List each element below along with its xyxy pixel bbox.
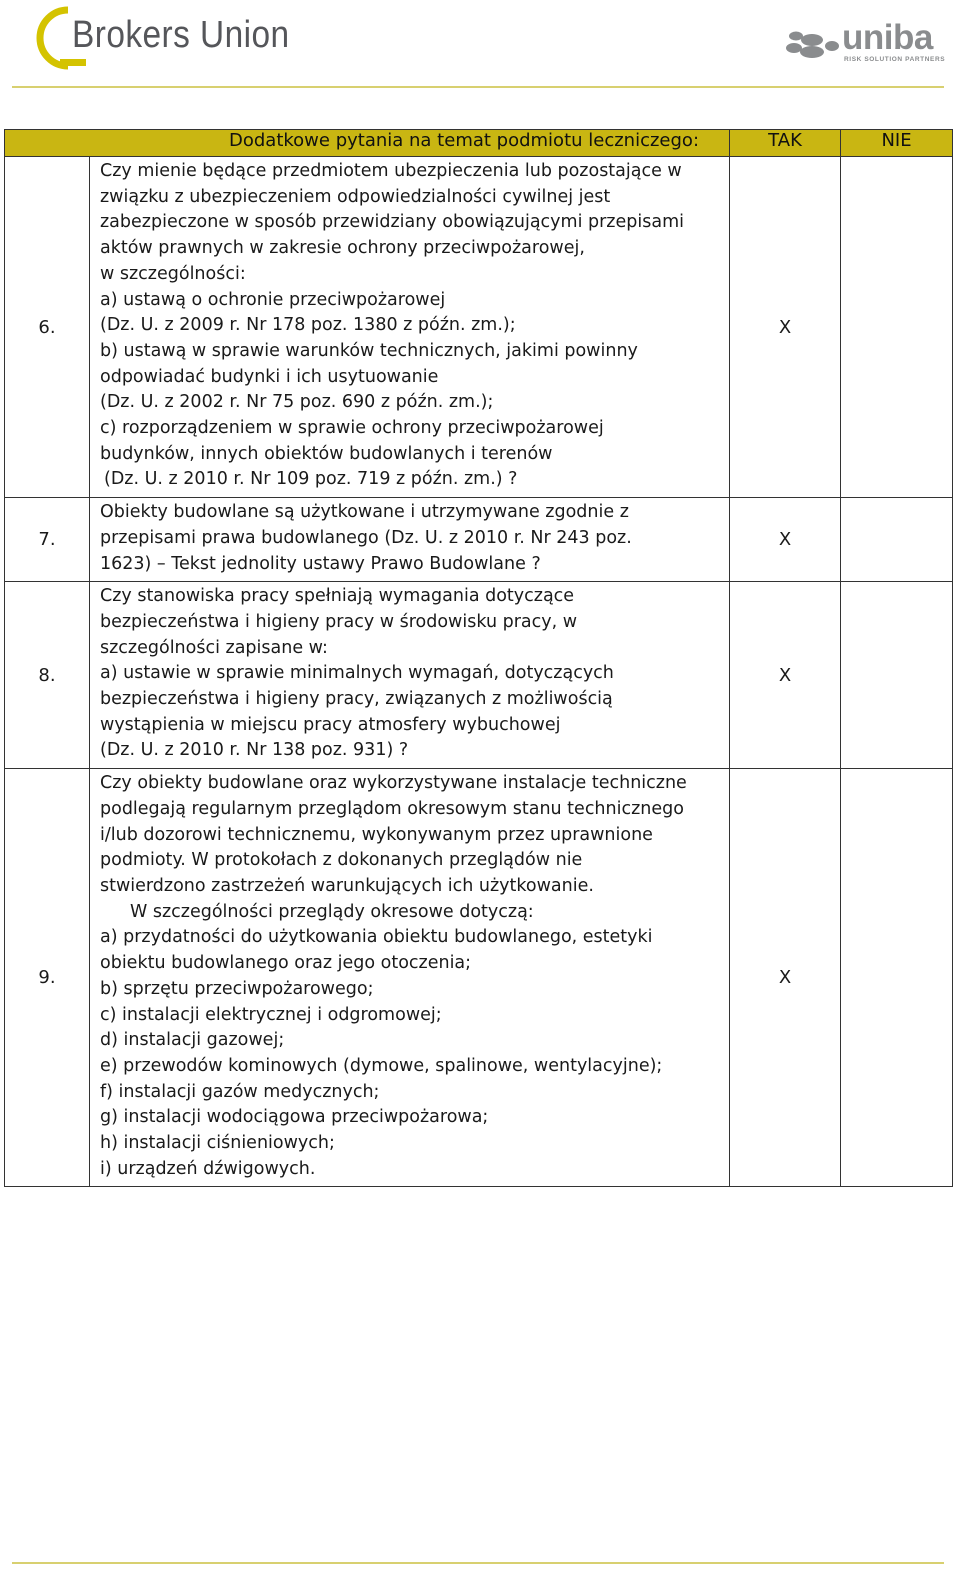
question-line: (Dz. U. z 2010 r. Nr 109 poz. 719 z późn. zm.) ? <box>104 469 518 490</box>
question-line: aktów prawnych w zakresie ochrony przeciwpożarowej, <box>100 238 585 259</box>
question-number: 7. <box>5 498 90 582</box>
question-line: f) instalacji gazów medycznych; <box>100 1081 380 1102</box>
answer-yes-cell[interactable]: X <box>730 498 841 582</box>
question-line: bezpieczeństwa i higieny pracy, związanych z możliwością <box>100 689 613 710</box>
question-line: przepisami prawa budowlanego (Dz. U. z 2010 r. Nr 243 poz. <box>100 527 632 548</box>
table-row <box>5 498 953 582</box>
answer-yes-cell[interactable]: X <box>730 157 841 498</box>
uniba-logo-text: uniba <box>842 18 933 57</box>
table-header-title: Dodatkowe pytania na temat podmiotu leczniczego: <box>5 130 730 157</box>
question-line: 1623) – Tekst jednolity ustawy Prawo Budowlane ? <box>100 553 541 574</box>
question-line: w szczególności: <box>100 263 246 284</box>
question-line: g) instalacji wodociągowa przeciwpożarowa; <box>100 1107 489 1128</box>
question-line: bezpieczeństwa i higieny pracy w środowisku pracy, w <box>100 611 578 632</box>
question-line: Czy stanowiska pracy spełniają wymagania dotyczące <box>100 586 575 607</box>
table-row <box>5 582 953 769</box>
question-text <box>90 582 730 769</box>
footer-divider <box>12 1562 944 1564</box>
question-line: Czy mienie będące przedmiotem ubezpieczenia lub pozostające w <box>100 161 682 181</box>
question-text <box>90 769 730 1187</box>
question-line: budynków, innych obiektów budowlanych i terenów <box>100 443 553 464</box>
answer-no-cell[interactable] <box>841 769 953 1187</box>
question-number: 9. <box>5 769 90 1187</box>
table-header-row <box>5 130 953 157</box>
question-line: podmioty. W protokołach z dokonanych przeglądów nie <box>100 850 583 871</box>
table-row <box>5 769 953 1187</box>
question-line: związku z ubezpieczeniem odpowiedzialności cywilnej jest <box>100 186 611 207</box>
questions-table <box>4 129 953 1187</box>
question-line: a) ustawie w sprawie minimalnych wymagań, dotyczących <box>100 663 614 684</box>
question-line: a) przydatności do użytkowania obiektu budowlanego, estetyki <box>100 927 653 948</box>
header-divider <box>12 86 944 88</box>
question-line: podlegają regularnym przeglądom okresowym stanu technicznego <box>100 798 684 819</box>
question-line: W szczególności przeglądy okresowe dotyczą: <box>130 901 534 922</box>
question-line: wystąpienia w miejscu pracy atmosfery wybuchowej <box>100 714 561 735</box>
answer-yes-cell[interactable]: X <box>730 769 841 1187</box>
answer-no-cell[interactable] <box>841 157 953 498</box>
page-header <box>0 0 960 92</box>
question-line: szczególności zapisane w: <box>100 637 328 658</box>
answer-yes-cell[interactable]: X <box>730 582 841 769</box>
uniba-logo-subtitle: RISK SOLUTION PARTNERS <box>844 56 946 63</box>
question-text <box>90 498 730 582</box>
question-line: c) rozporządzeniem w sprawie ochrony przeciwpożarowej <box>100 418 604 439</box>
table-header-yes: TAK <box>730 130 841 157</box>
question-line: b) ustawą w sprawie warunków technicznych, jakimi powinny <box>100 340 638 361</box>
question-line: (Dz. U. z 2009 r. Nr 178 poz. 1380 z późn. zm.); <box>100 315 516 336</box>
question-line: i) urządzeń dźwigowych. <box>100 1158 316 1179</box>
question-line: zabezpieczone w sposób przewidziany obowiązującymi przepisami <box>100 212 684 233</box>
answer-no-cell[interactable] <box>841 582 953 769</box>
question-line: e) przewodów kominowych (dymowe, spalinowe, wentylacyjne); <box>100 1055 663 1076</box>
question-number: 8. <box>5 582 90 769</box>
question-line: b) sprzętu przeciwpożarowego; <box>100 978 374 999</box>
question-line: a) ustawą o ochronie przeciwpożarowej <box>100 289 446 310</box>
question-line: (Dz. U. z 2002 r. Nr 75 poz. 690 z późn. zm.); <box>100 392 494 413</box>
question-text <box>90 157 730 498</box>
question-line: odpowiadać budynki i ich usytuowanie <box>100 366 439 387</box>
question-line: stwierdzono zastrzeżeń warunkujących ich użytkowanie. <box>100 875 594 896</box>
answer-no-cell[interactable] <box>841 498 953 582</box>
brokers-union-logo-text: Brokers Union <box>72 14 290 56</box>
table-header-no: NIE <box>841 130 953 157</box>
question-number: 6. <box>5 157 90 498</box>
question-line: Czy obiekty budowlane oraz wykorzystywane instalacje techniczne <box>100 773 687 794</box>
question-line: h) instalacji ciśnieniowych; <box>100 1133 335 1154</box>
question-line: d) instalacji gazowej; <box>100 1030 285 1051</box>
question-line: (Dz. U. z 2010 r. Nr 138 poz. 931) ? <box>100 740 409 761</box>
table-row <box>5 157 953 498</box>
question-line: obiektu budowlanego oraz jego otoczenia; <box>100 953 472 974</box>
question-line: c) instalacji elektrycznej i odgromowej; <box>100 1004 442 1025</box>
question-line: Obiekty budowlane są użytkowane i utrzymywane zgodnie z <box>100 502 629 523</box>
question-line: i/lub dozorowi technicznemu, wykonywanym przez uprawnione <box>100 824 653 845</box>
